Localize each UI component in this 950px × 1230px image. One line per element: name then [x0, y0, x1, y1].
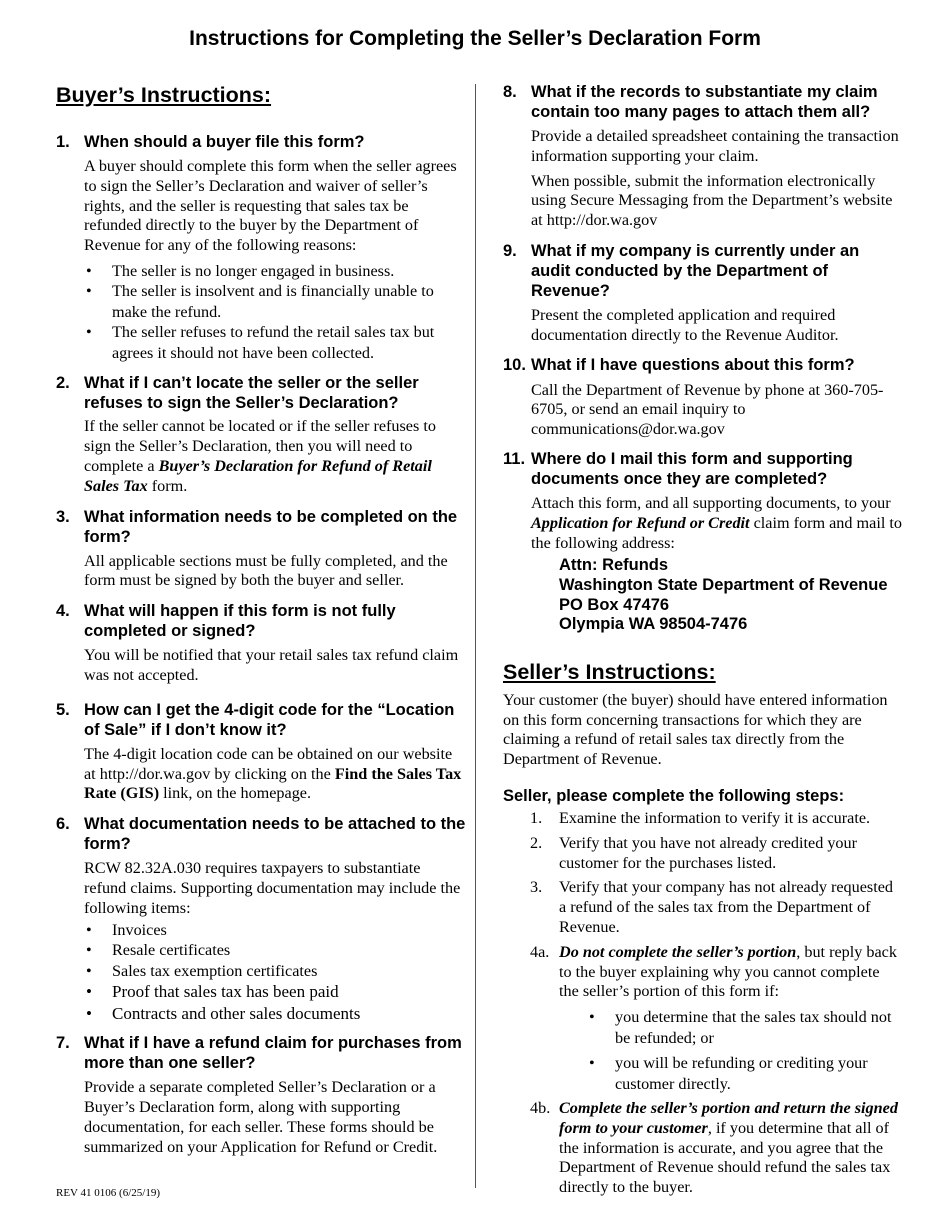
right-column — [503, 80, 903, 1198]
answer-text: claim form and mail to the following address: — [531, 513, 902, 552]
step-emphasis: Do not complete the seller’s portion — [559, 942, 797, 961]
answer-text: link, on the homepage. — [159, 784, 312, 803]
answer-5 — [56, 745, 466, 804]
step-number: 2. — [530, 833, 543, 852]
question-number: 8. — [503, 83, 517, 101]
question-number: 10. — [503, 355, 526, 374]
question-3 — [56, 507, 466, 547]
step-number: 4a. — [530, 942, 550, 961]
list-item: • you determine that the sales tax should not be refunded; or — [503, 1007, 903, 1048]
answer-11 — [503, 494, 903, 553]
question-6 — [56, 814, 466, 854]
answer-10: Call the Department of Revenue by phone at 360-705-6705, or send an email inquiry to communications@dor.wa.gov — [531, 380, 884, 439]
page-title: Instructions for Completing the Seller’s Declaration Form — [189, 27, 761, 50]
answer-2 — [56, 417, 466, 496]
step-4a — [503, 943, 903, 1002]
question-number: 6. — [56, 815, 70, 834]
step-emphasis: Complete the seller’s portion and return the signed form to your customer — [559, 1099, 898, 1137]
address-line: PO Box 47476 — [559, 595, 670, 614]
question-text: What information needs to be completed on the form? — [84, 507, 458, 546]
buyer-instructions-heading: Buyer’s Instructions: — [56, 83, 272, 107]
list-item: • The seller is no longer engaged in business. — [56, 261, 466, 282]
form-revision-footer: REV 41 0106 (6/25/19) — [56, 1187, 160, 1199]
answer-4: You will be notified that your retail sales tax refund claim was not accepted. — [84, 646, 459, 685]
question-text: What if my company is currently under an audit conducted by the Department of Revenue? — [531, 241, 860, 300]
question-text: What documentation needs to be attached to the form? — [84, 815, 466, 854]
step-text: Examine the information to verify it is accurate. — [559, 808, 871, 827]
form-name-emphasis: Application for Refund or Credit — [531, 513, 750, 532]
list-item: • Resale certificates — [56, 940, 466, 961]
address-line: Olympia WA 98504-7476 — [559, 615, 748, 634]
step-2 — [503, 834, 903, 874]
gis-link-label: Find the Sales Tax Rate (GIS) — [84, 764, 462, 803]
step-4b — [503, 1099, 903, 1198]
question-text: What will happen if this form is not fully completed or signed? — [84, 602, 396, 641]
answer-6: RCW 82.32A.030 requires taxpayers to substantiate refund claims. Supporting documentation may include the following items: — [84, 859, 461, 917]
answer-7: Provide a separate completed Seller’s Declaration or a Buyer’s Declaration form, along with supporting documentation, for each seller. These forms should be summarized on your Application for Refund or Credit. — [84, 1078, 438, 1156]
documentation-list — [56, 920, 466, 1025]
question-text: What if I have a refund claim for purchases from more than one seller? — [84, 1034, 462, 1073]
question-text: What if I can’t locate the seller or the seller refuses to sign the Seller’s Declaration? — [84, 374, 419, 413]
question-9 — [503, 241, 903, 301]
question-text: What if the records to substantiate my claim contain too many pages to attach them all? — [531, 83, 878, 121]
address-line: Attn: Refunds — [559, 556, 669, 575]
question-7 — [56, 1033, 466, 1073]
answer-text: If the seller cannot be located or if the seller refuses to sign the Seller’s Declaration, then you will need to complete a — [84, 417, 436, 476]
question-number: 4. — [56, 602, 70, 621]
reasons-list — [56, 261, 466, 364]
list-item: • Invoices — [56, 920, 466, 941]
step-text: Verify that you have not already credited your customer for the purchases listed. — [559, 833, 858, 872]
question-number: 3. — [56, 507, 70, 526]
answer-text: form. — [147, 476, 188, 495]
question-text: Where do I mail this form and supporting documents once they are completed? — [531, 449, 853, 488]
step-number: 3. — [530, 878, 543, 897]
step-1 — [503, 809, 903, 829]
answer-3: All applicable sections must be fully completed, and the form must be signed by both the buyer and seller. — [84, 551, 448, 590]
question-number: 5. — [56, 700, 70, 719]
answer-8b: When possible, submit the information electronically using Secure Messaging from the Department’s website at http://dor.wa.gov — [531, 171, 893, 230]
seller-steps-heading: Seller, please complete the following steps: — [503, 786, 845, 805]
step-text: Verify that your company has not already requested a refund of the sales tax from the Department of Revenue. — [559, 878, 893, 936]
step-number: 4b. — [530, 1099, 551, 1118]
answer-9: Present the completed application and required documentation directly to the Revenue Auditor. — [531, 305, 839, 344]
question-4 — [56, 601, 466, 641]
answer-text: The 4-digit location code can be obtained on our website at http://dor.wa.gov by clicking on the — [84, 744, 453, 783]
list-item: • The seller refuses to refund the retail sales tax but agrees it should not have been collected. — [56, 322, 466, 363]
step-text: , but reply back to the buyer explaining why you cannot complete the seller’s portion of this form if: — [559, 942, 897, 1001]
question-text: When should a buyer file this form? — [84, 133, 365, 151]
step-number: 1. — [530, 808, 543, 827]
question-number: 11. — [503, 449, 526, 468]
list-item: • The seller is insolvent and is financially unable to make the refund. — [56, 281, 466, 322]
list-item: • Contracts and other sales documents — [56, 1003, 466, 1025]
answer-8a: Provide a detailed spreadsheet containing the transaction information supporting your claim. — [531, 127, 899, 165]
question-text: What if I have questions about this form? — [531, 355, 855, 374]
question-number: 2. — [56, 374, 70, 393]
question-number: 1. — [56, 133, 70, 151]
step-text: , if you determine that all of the information is accurate, and you agree that the Department of Revenue should refund the sales tax directly to the buyer. — [559, 1118, 891, 1197]
question-number: 9. — [503, 241, 517, 260]
question-11 — [503, 449, 903, 489]
answer-1: A buyer should complete this form when the seller agrees to sign the Seller’s Declaration and waiver of seller’s rights, and the seller is requesting that sales tax be refunded directly to the buyer by the Department of Revenue for any of the following reasons: — [84, 157, 457, 255]
list-item: • Sales tax exemption certificates — [56, 961, 466, 982]
seller-instructions-heading: Seller’s Instructions: — [503, 659, 716, 684]
buyer-instructions-column — [56, 80, 466, 1157]
mailing-address — [503, 556, 903, 634]
answer-text: Attach this form, and all supporting documents, to your — [531, 493, 891, 512]
column-divider — [475, 84, 476, 1188]
question-8 — [503, 82, 903, 122]
seller-conditions-list — [503, 1007, 903, 1094]
seller-intro: Your customer (the buyer) should have entered information on this form concerning transactions for which they are claiming a refund of retail sales tax directly from the Department of Revenue. — [503, 690, 888, 769]
form-name-emphasis: Buyer’s Declaration for Refund of Retail Sales Tax — [84, 457, 432, 495]
step-3 — [503, 878, 903, 937]
question-5 — [56, 700, 466, 740]
question-10 — [503, 355, 903, 375]
question-text: How can I get the 4-digit code for the “Location of Sale” if I don’t know it? — [84, 700, 455, 739]
address-line: Washington State Department of Revenue — [559, 575, 888, 594]
question-2 — [56, 373, 466, 413]
question-1 — [56, 132, 466, 152]
list-item: • you will be refunding or crediting your customer directly. — [503, 1053, 903, 1094]
list-item: • Proof that sales tax has been paid — [56, 981, 466, 1003]
question-number: 7. — [56, 1034, 70, 1053]
